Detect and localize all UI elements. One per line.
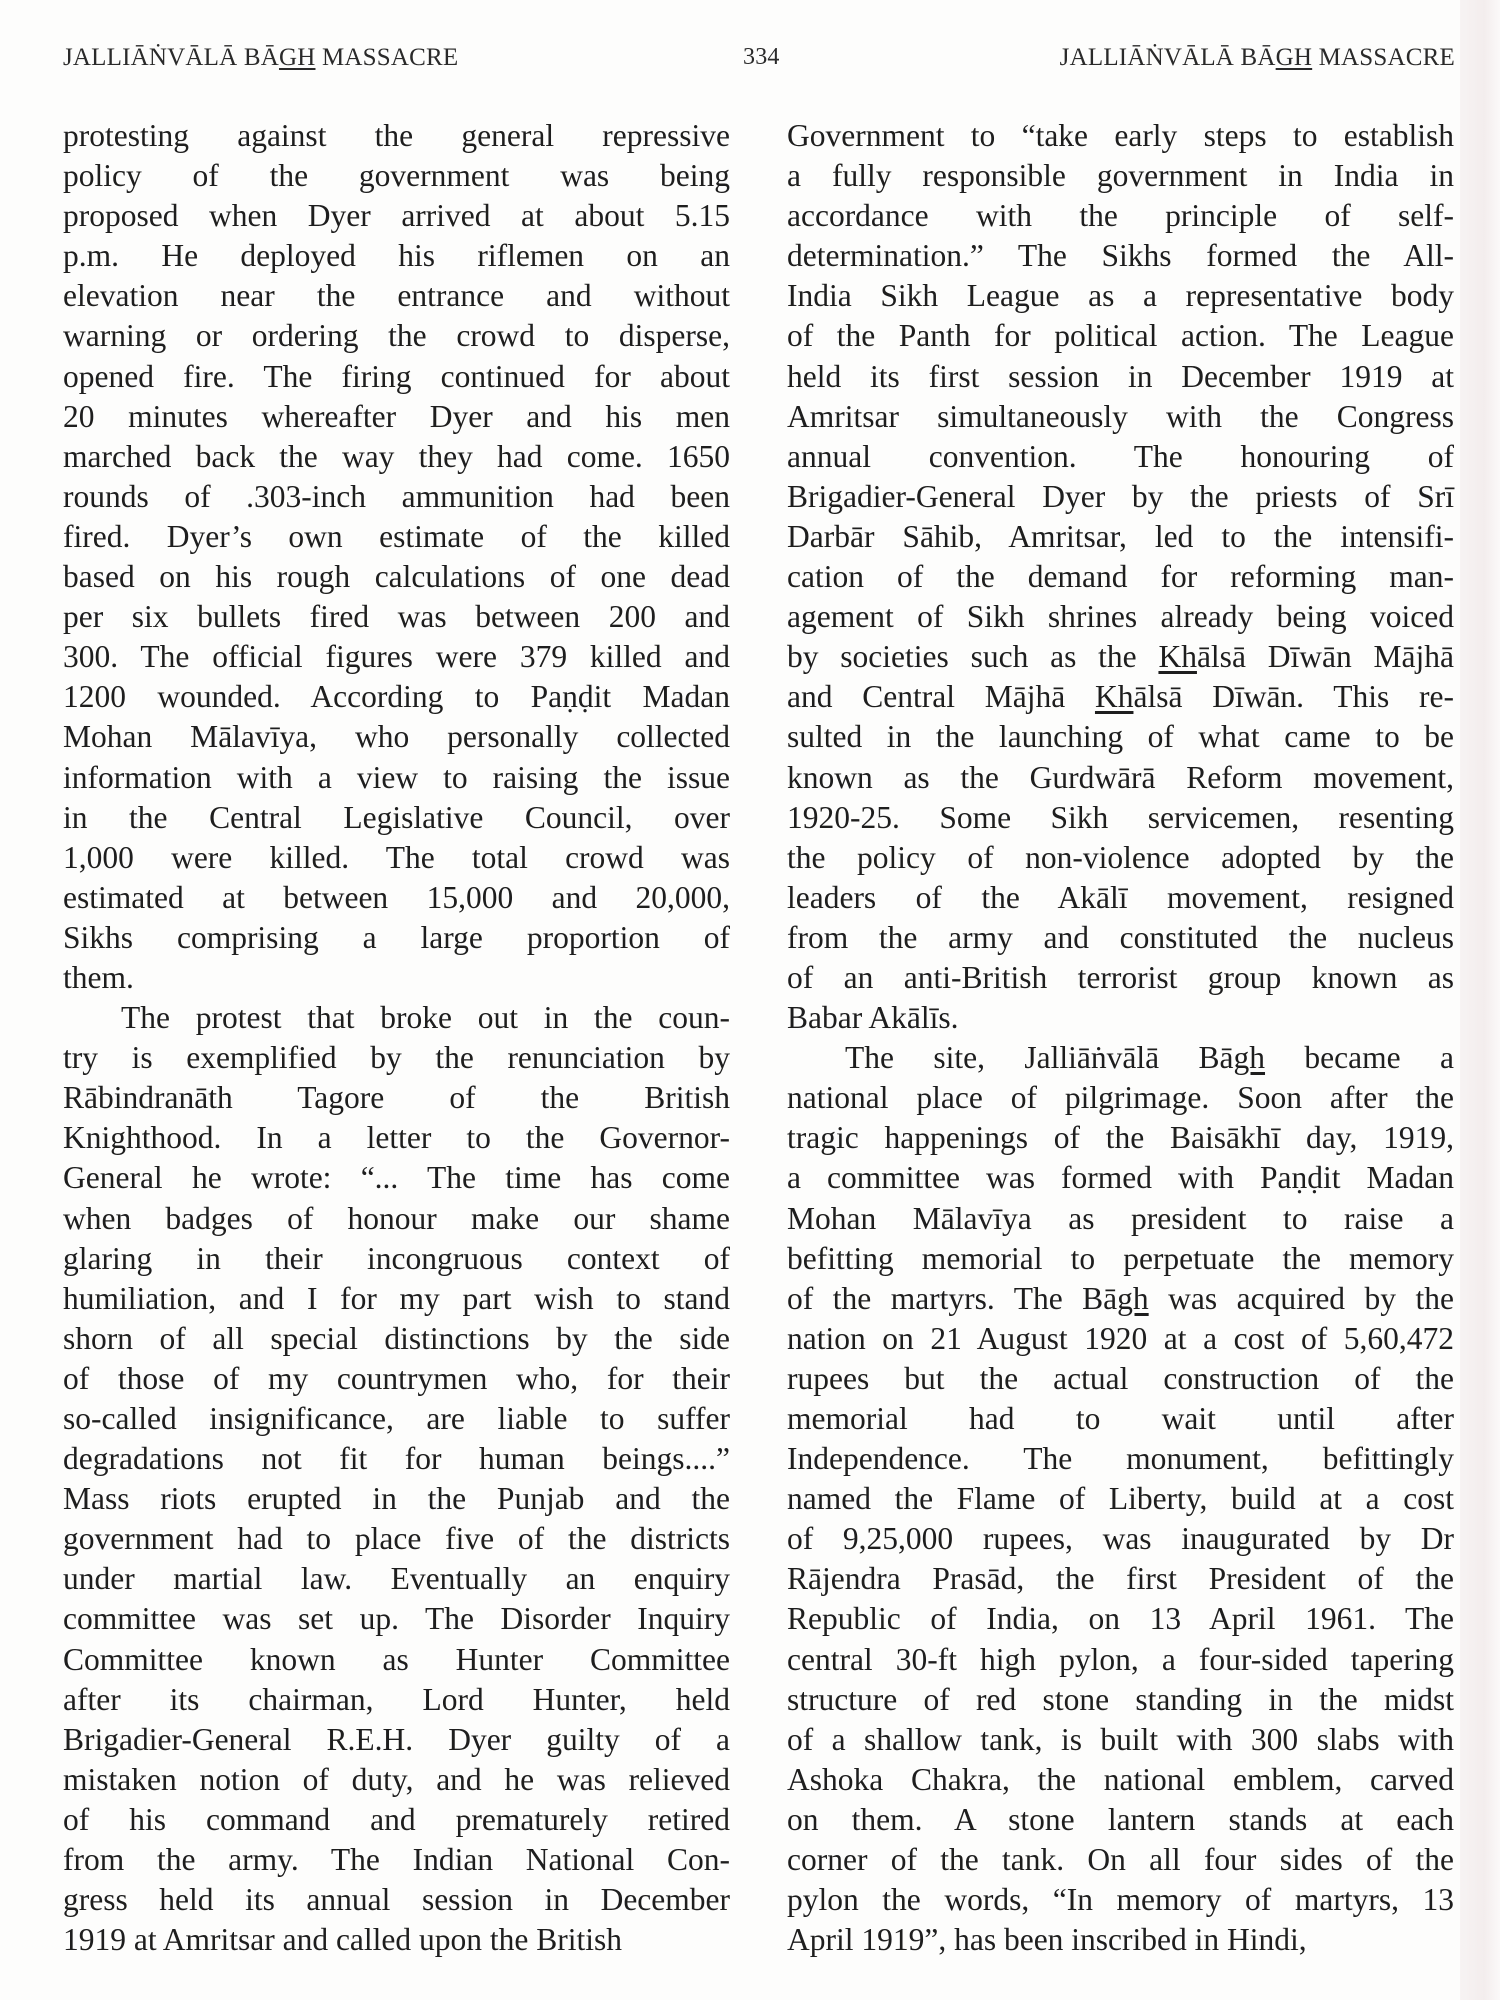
- text-line: policy of the government was being: [63, 158, 730, 194]
- text-line: central 30-ft high pylon, a four-sided tapering: [787, 1641, 1454, 1677]
- text-line: committee was set up. The Disorder Inquiry: [63, 1601, 730, 1637]
- running-head-left-underlined: GH: [278, 44, 316, 71]
- text-line: Rābindranāth Tagore of the British: [63, 1080, 730, 1116]
- text-line: opened fire. The firing continued for about: [63, 358, 730, 394]
- text-line: General he wrote: “... The time has come: [63, 1160, 730, 1196]
- text-line: marched back the way they had come. 1650: [63, 438, 730, 474]
- text-line: degradations not fit for human beings....”: [63, 1441, 730, 1477]
- text-line: Babar Akālīs.: [787, 1000, 959, 1036]
- text-line: glaring in their incongruous context of: [63, 1240, 730, 1276]
- text-line: 1920-25. Some Sikh servicemen, resenting: [787, 799, 1454, 835]
- text-line: Sikhs comprising a large proportion of: [63, 919, 730, 955]
- text-line: memorial had to wait until after: [787, 1401, 1454, 1436]
- text-line: fired. Dyer’s own estimate of the killed: [63, 518, 730, 554]
- text-line: of the martyrs. The Bāgh was acquired by the: [787, 1280, 1454, 1316]
- text-line: April 1919”, has been inscribed in Hindi,: [787, 1922, 1307, 1958]
- text-line: rounds of .303-inch ammunition had been: [63, 478, 730, 514]
- text-line: in the Central Legislative Council, over: [63, 799, 730, 835]
- text-line: Ashoka Chakra, the national emblem, carved: [787, 1761, 1454, 1797]
- text-line: Knighthood. In a letter to the Governor-: [63, 1120, 730, 1156]
- transliteration-underline: Kh: [1158, 639, 1197, 675]
- running-head-right-part: MASSACRE: [1312, 44, 1455, 71]
- running-head-right: [1060, 44, 1455, 72]
- text-line: held its first session in December 1919 at: [787, 358, 1454, 394]
- transliteration-underline: Kh: [1094, 679, 1134, 715]
- text-line: 1200 wounded. According to Paṇḍit Madan: [63, 679, 730, 715]
- text-line: the policy of non-violence adopted by the: [787, 839, 1454, 875]
- text-line: Committee known as Hunter Committee: [63, 1641, 730, 1677]
- text-line: agement of Sikh shrines already being voiced: [787, 599, 1454, 635]
- text-line: sulted in the launching of what came to be: [787, 719, 1454, 755]
- text-line: Mohan Mālavīya, who personally collected: [63, 719, 730, 755]
- text-line: warning or ordering the crowd to disperse,: [63, 318, 730, 354]
- text-line: Amritsar simultaneously with the Congress: [787, 398, 1454, 434]
- left-text-column: [63, 116, 730, 1960]
- text-line: 1,000 were killed. The total crowd was: [63, 839, 730, 875]
- text-line: determination.” The Sikhs formed the All-: [787, 238, 1454, 274]
- running-head-right-underlined: GH: [1275, 44, 1313, 71]
- text-line: Mohan Mālavīya as president to raise a: [787, 1200, 1454, 1236]
- text-line: of those of my countrymen who, for their: [63, 1360, 730, 1396]
- text-line: from the army. The Indian National Con-: [63, 1842, 730, 1878]
- text-line: befitting memorial to perpetuate the memory: [787, 1240, 1454, 1276]
- text-line: The protest that broke out in the coun-: [121, 1000, 730, 1036]
- text-line: gress held its annual session in December: [63, 1882, 730, 1918]
- text-line: government had to place five of the districts: [63, 1521, 730, 1557]
- text-line: when badges of honour make our shame: [63, 1200, 730, 1236]
- text-line: rupees but the actual construction of the: [787, 1360, 1454, 1396]
- text-line: Republic of India, on 13 April 1961. The: [787, 1601, 1454, 1637]
- text-line: known as the Gurdwārā Reform movement,: [787, 759, 1454, 795]
- text-line: of an anti-British terrorist group known as: [787, 959, 1454, 995]
- page-gutter-shadow: [1460, 0, 1500, 2000]
- text-line: tragic happenings of the Baisākhī day, 1919,: [787, 1120, 1454, 1156]
- text-line: 1919 at Amritsar and called upon the British: [63, 1922, 623, 1958]
- page-number: 334: [743, 44, 780, 70]
- text-line: leaders of the Akālī movement, resigned: [787, 879, 1454, 915]
- text-line: from the army and constituted the nucleus: [787, 919, 1454, 955]
- text-line: under martial law. Eventually an enquiry: [63, 1561, 730, 1597]
- text-line: cation of the demand for reforming man-: [787, 559, 1454, 595]
- running-head-left: [63, 44, 458, 72]
- text-line: on them. A stone lantern stands at each: [787, 1801, 1454, 1837]
- text-line: India Sikh League as a representative body: [787, 278, 1454, 314]
- text-line: Government to “take early steps to establish: [787, 118, 1454, 153]
- text-line: Independence. The monument, befittingly: [787, 1441, 1454, 1477]
- text-line: so-called insignificance, are liable to suffer: [63, 1401, 730, 1436]
- text-line: 20 minutes whereafter Dyer and his men: [63, 398, 730, 434]
- text-line: after its chairman, Lord Hunter, held: [63, 1681, 730, 1717]
- text-line: accordance with the principle of self-: [787, 198, 1454, 234]
- text-line: estimated at between 15,000 and 20,000,: [63, 879, 730, 915]
- text-line: Mass riots erupted in the Punjab and the: [63, 1481, 730, 1517]
- running-head-left-part: JALLIĀṄVĀLĀ BĀ: [63, 44, 279, 71]
- text-line: 300. The official figures were 379 killed and: [63, 639, 730, 675]
- text-line: Brigadier-General Dyer by the priests of Srī: [787, 478, 1454, 514]
- text-line: of 9,25,000 rupees, was inaugurated by Dr: [787, 1521, 1454, 1557]
- text-line: shorn of all special distinctions by the side: [63, 1320, 730, 1356]
- text-line: information with a view to raising the issue: [63, 759, 730, 795]
- running-header: [63, 44, 1455, 80]
- text-line: protesting against the general repressive: [63, 118, 730, 153]
- text-line: corner of the tank. On all four sides of the: [787, 1842, 1454, 1878]
- text-line: elevation near the entrance and without: [63, 278, 730, 314]
- text-line: try is exemplified by the renunciation by: [63, 1040, 730, 1076]
- text-line: nation on 21 August 1920 at a cost of 5,60,472: [787, 1320, 1454, 1356]
- text-line: by societies such as the Khālsā Dīwān Mājhā: [787, 639, 1454, 675]
- text-line: a committee was formed with Paṇḍit Madan: [787, 1160, 1454, 1196]
- text-line: structure of red stone standing in the midst: [787, 1681, 1454, 1717]
- text-line: named the Flame of Liberty, build at a cost: [787, 1481, 1454, 1517]
- text-line: of the Panth for political action. The League: [787, 318, 1454, 354]
- text-line: humiliation, and I for my part wish to stand: [63, 1280, 730, 1316]
- text-line: per six bullets fired was between 200 and: [63, 599, 730, 635]
- text-line: mistaken notion of duty, and he was relieved: [63, 1761, 730, 1797]
- transliteration-underline: gh: [1233, 1040, 1266, 1076]
- text-line: annual convention. The honouring of: [787, 438, 1454, 474]
- text-line: based on his rough calculations of one dead: [63, 559, 730, 595]
- text-line: a fully responsible government in India in: [787, 158, 1454, 194]
- text-line: proposed when Dyer arrived at about 5.15: [63, 198, 730, 234]
- text-line: national place of pilgrimage. Soon after the: [787, 1080, 1454, 1116]
- text-line: The site, Jalliāṅvālā Bāgh became a: [845, 1040, 1454, 1076]
- text-line: Rājendra Prasād, the first President of the: [787, 1561, 1454, 1597]
- text-line: Darbār Sāhib, Amritsar, led to the intensifi-: [787, 518, 1454, 554]
- running-head-right-part: JALLIĀṄVĀLĀ BĀ: [1059, 44, 1276, 71]
- text-line: pylon the words, “In memory of martyrs, 13: [787, 1882, 1454, 1918]
- text-line: p.m. He deployed his riflemen on an: [63, 238, 730, 274]
- text-line: and Central Mājhā Khālsā Dīwān. This re-: [787, 679, 1454, 715]
- text-line: of a shallow tank, is built with 300 slabs with: [787, 1721, 1454, 1757]
- right-text-column: [787, 116, 1454, 1960]
- text-line: of his command and prematurely retired: [63, 1801, 730, 1837]
- running-head-left-part: MASSACRE: [315, 44, 459, 71]
- transliteration-underline: gh: [1117, 1280, 1149, 1316]
- text-line: Brigadier-General R.E.H. Dyer guilty of a: [63, 1721, 730, 1757]
- text-line: them.: [63, 959, 134, 995]
